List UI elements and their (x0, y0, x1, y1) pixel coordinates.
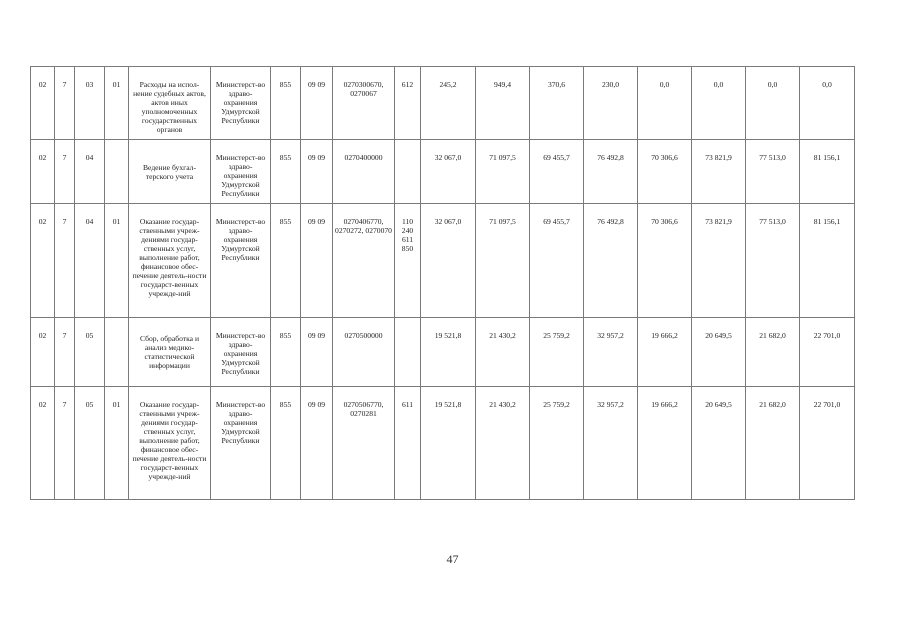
code-section: 09 09 (301, 140, 333, 204)
value-cell: 19 521,8 (421, 318, 476, 387)
code-subevent: 01 (105, 387, 129, 500)
value-cell: 949,4 (476, 67, 530, 140)
code-program: 02 (31, 204, 55, 318)
code-event: 05 (75, 387, 105, 500)
value-cell: 21 430,2 (476, 318, 530, 387)
value-cell: 22 701,0 (800, 387, 855, 500)
code-target-article: 0270400000 (333, 140, 395, 204)
page-number: 47 (446, 552, 459, 566)
table-row (31, 387, 855, 500)
code-subevent (105, 140, 129, 204)
code-target-article: 0270406770, 0270272, 0270070 (333, 204, 395, 318)
code-event: 04 (75, 140, 105, 204)
value-cell: 0,0 (692, 67, 746, 140)
code-section: 09 09 (301, 204, 333, 318)
value-cell: 370,6 (530, 67, 584, 140)
value-cell: 69 455,7 (530, 140, 584, 204)
code-subevent (105, 318, 129, 387)
value-cell: 73 821,9 (692, 204, 746, 318)
value-cell: 32 957,2 (584, 387, 638, 500)
value-cell: 76 492,8 (584, 204, 638, 318)
code-expense-type (395, 140, 421, 204)
value-cell: 25 759,2 (530, 318, 584, 387)
budget-table (30, 66, 855, 500)
code-event: 03 (75, 67, 105, 140)
value-cell: 19 521,8 (421, 387, 476, 500)
code-subprogram: 7 (55, 67, 75, 140)
value-cell: 81 156,1 (800, 140, 855, 204)
value-cell: 69 455,7 (530, 204, 584, 318)
code-target-article: 0270300670, 0270067 (333, 67, 395, 140)
value-cell: 230,0 (584, 67, 638, 140)
code-event: 05 (75, 318, 105, 387)
code-grbs: 855 (271, 67, 301, 140)
row-name: Оказание государ-ственными учреж-дениями государ-ственных услуг, выполнение работ, финансовое обес-печение деятель-ности государст-венных учрежде-ний (129, 387, 211, 500)
value-cell: 77 513,0 (746, 140, 800, 204)
code-grbs: 855 (271, 140, 301, 204)
code-program: 02 (31, 67, 55, 140)
code-program: 02 (31, 318, 55, 387)
code-section: 09 09 (301, 67, 333, 140)
table-row (31, 318, 855, 387)
code-expense-type: 612 (395, 67, 421, 140)
row-executor: Министерст-во здраво-охранения Удмуртской Республики (211, 204, 271, 318)
value-cell: 32 067,0 (421, 204, 476, 318)
row-executor: Министерст-во здраво-охранения Удмуртской Республики (211, 318, 271, 387)
code-program: 02 (31, 140, 55, 204)
code-event: 04 (75, 204, 105, 318)
value-cell: 73 821,9 (692, 140, 746, 204)
value-cell: 71 097,5 (476, 204, 530, 318)
code-expense-type: 110 240 611 850 (395, 204, 421, 318)
value-cell: 77 513,0 (746, 204, 800, 318)
value-cell: 19 666,2 (638, 387, 692, 500)
table-row (31, 204, 855, 318)
code-expense-type (395, 318, 421, 387)
value-cell: 0,0 (800, 67, 855, 140)
code-grbs: 855 (271, 204, 301, 318)
row-name: Оказание государ-ственными учреж-дениями государ-ственных услуг, выполнение работ, финансовое обес-печение деятель-ности государст-венных учрежде-ний (129, 204, 211, 318)
value-cell: 0,0 (638, 67, 692, 140)
value-cell: 20 649,5 (692, 318, 746, 387)
code-expense-type: 611 (395, 387, 421, 500)
code-subevent: 01 (105, 204, 129, 318)
row-executor: Министерст-во здраво-охранения Удмуртской Республики (211, 67, 271, 140)
code-target-article: 0270506770, 0270281 (333, 387, 395, 500)
row-name: Ведение бухгал-терского учета (129, 140, 211, 204)
code-section: 09 09 (301, 318, 333, 387)
value-cell: 19 666,2 (638, 318, 692, 387)
code-grbs: 855 (271, 387, 301, 500)
code-subprogram: 7 (55, 387, 75, 500)
row-name: Расходы на испол-нение судебных актов, актов иных уполномоченных государственных органов (129, 67, 211, 140)
value-cell: 76 492,8 (584, 140, 638, 204)
value-cell: 32 067,0 (421, 140, 476, 204)
code-section: 09 09 (301, 387, 333, 500)
value-cell: 245,2 (421, 67, 476, 140)
table-row (31, 140, 855, 204)
value-cell: 81 156,1 (800, 204, 855, 318)
value-cell: 21 682,0 (746, 387, 800, 500)
value-cell: 71 097,5 (476, 140, 530, 204)
value-cell: 25 759,2 (530, 387, 584, 500)
value-cell: 20 649,5 (692, 387, 746, 500)
code-subprogram: 7 (55, 204, 75, 318)
row-name: Сбор, обработка и анализ медико-статистической информации (129, 318, 211, 387)
value-cell: 21 682,0 (746, 318, 800, 387)
row-executor: Министерст-во здраво-охранения Удмуртской Республики (211, 387, 271, 500)
code-subprogram: 7 (55, 140, 75, 204)
value-cell: 21 430,2 (476, 387, 530, 500)
value-cell: 32 957,2 (584, 318, 638, 387)
table-row (31, 67, 855, 140)
row-executor: Министерст-во здраво-охранения Удмуртской Республики (211, 140, 271, 204)
code-program: 02 (31, 387, 55, 500)
code-grbs: 855 (271, 318, 301, 387)
code-subevent: 01 (105, 67, 129, 140)
code-subprogram: 7 (55, 318, 75, 387)
value-cell: 0,0 (746, 67, 800, 140)
code-target-article: 0270500000 (333, 318, 395, 387)
value-cell: 70 306,6 (638, 140, 692, 204)
value-cell: 70 306,6 (638, 204, 692, 318)
value-cell: 22 701,0 (800, 318, 855, 387)
